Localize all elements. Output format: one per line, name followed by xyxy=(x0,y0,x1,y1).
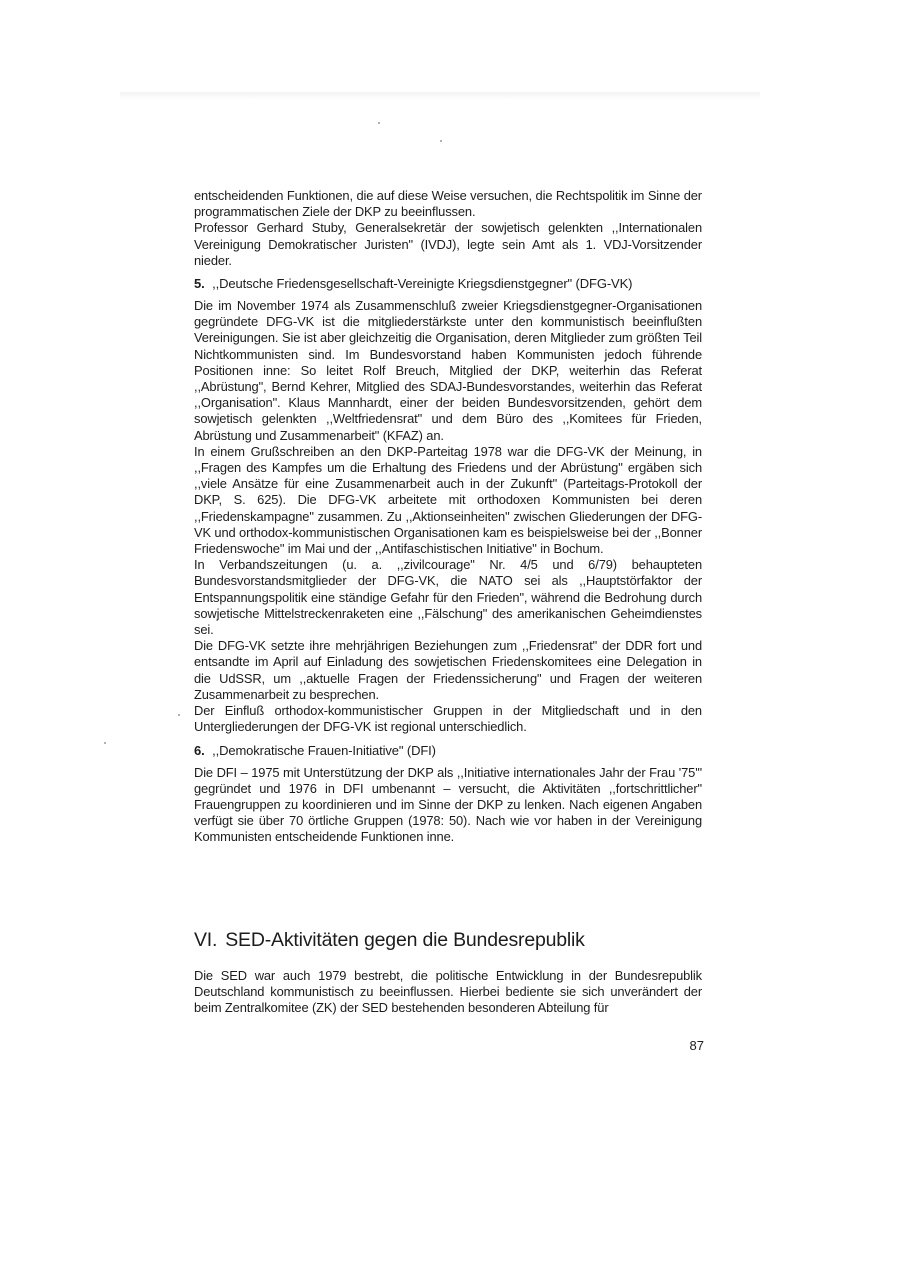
section-6-title: ,,Demokratische Frauen-Initiative" (DFI) xyxy=(212,742,436,758)
scan-speck xyxy=(104,742,106,744)
section-5-number: 5. xyxy=(194,276,205,292)
chapter-title: SED-Aktivitäten gegen die Bundesrepublik xyxy=(225,929,585,951)
section-5-paragraph: In einem Grußschreiben an den DKP-Parteitag 1978 war die DFG-VK der Meinung, in ,,Fragen des Kampfes um die Erhaltung des Friedens und der Abrüstung" ergäben sich ,,viele Ansätze für eine Zusammenarbeit auch in der Zukunft" (Parteitags-Protokoll der DKP, S. 625). Die DFG-VK arbeitete mit orthodoxen Kommunisten bei deren ,,Friedenskampagne" zusammen. Zu ,,Aktionseinheiten" zwischen Gliederungen der DFG-VK und orthodox-kommunistischen Organisationen kam es beispielsweise bei der ,,Bonner Friedenswoche" im Mai und der ,,Antifaschistischen Initiative" in Bochum. xyxy=(194,443,702,557)
intro-paragraph-2: Professor Gerhard Stuby, Generalsekretär der sowjetisch gelenkten ,,Internationalen Vereinigung Demokratischer Juristen" (IVDJ), legte sein Amt als 1. VDJ-Vorsitzender nieder. xyxy=(194,220,702,268)
chapter-paragraph: Die SED war auch 1979 bestrebt, die politische Entwicklung in der Bundesrepublik Deutschland kommunistisch zu beeinflussen. Hierbei bediente sie sich unverändert der beim Zentralkomitee (ZK) der SED bestehenden besonderen Abteilung für xyxy=(194,968,702,1016)
section-5-paragraph: Die im November 1974 als Zusammenschluß zweier Kriegsdienstgegner-Organisationen gegründete DFG-VK ist die mitgliederstärkste unter den kommunistisch beeinflußten Vereinigungen. Sie ist aber gleichzeitig die Organisation, deren Mitglieder zum größten Teil Nichtkommunisten sind. Im Bundesvorstand haben Kommunisten jedoch führende Positionen inne: So leitet Rolf Breuch, Mitglied der DKP, weiterhin das Referat ,,Abrüstung", Bernd Kehrer, Mitglied des SDAJ-Bundesvorstandes, weiterhin das Referat ,,Organisation". Klaus Mannhardt, einer der beiden Bundesvorsitzenden, gehört dem sowjetisch gelenkten ,,Weltfriedensrat" und dem Büro des ,,Komitees für Frieden, Abrüstung und Zusammenarbeit" (KFAZ) an. xyxy=(194,298,702,443)
section-5-heading xyxy=(194,275,702,292)
section-6-heading xyxy=(194,742,702,759)
scan-shadow xyxy=(120,92,760,100)
section-5-paragraph: Die DFG-VK setzte ihre mehrjährigen Beziehungen zum ,,Friedensrat" der DDR fort und entsandte im April auf Einladung des sowjetischen Friedenskomitees eine Delegation in die UdSSR, um ,,aktuelle Fragen der Friedenssicherung" und Fragen der weiteren Zusammenarbeit zu besprechen. xyxy=(194,638,702,702)
chapter-heading xyxy=(194,928,714,952)
section-5-paragraph: Der Einfluß orthodox-kommunistischer Gruppen in der Mitgliedschaft und in den Untergliederungen der DFG-VK ist regional unterschiedlich. xyxy=(194,703,702,735)
scan-speck xyxy=(178,714,180,716)
section-5-paragraph: In Verbandszeitungen (u. a. ,,zivilcourage" Nr. 4/5 und 6/79) behaupteten Bundesvorstandsmitglieder der DFG-VK, die NATO sei als ,,Hauptstörfaktor der Entspannungspolitik eine ständige Gefahr für den Frieden", während die Bedrohung durch sowjetische Mittelstreckenraketen eine ,,Fälschung" des amerikanischen Geheimdienstes sei. xyxy=(194,557,702,638)
section-6-number: 6. xyxy=(194,742,205,758)
document-body xyxy=(194,188,702,846)
scan-speck xyxy=(440,140,442,142)
intro-paragraph-1: entscheidenden Funktionen, die auf diese Weise versuchen, die Rechtspolitik im Sinne der programmatischen Ziele der DKP zu beeinflussen. xyxy=(194,188,702,220)
chapter-number: VI. xyxy=(194,929,218,951)
scan-speck xyxy=(378,122,380,124)
section-5-title: ,,Deutsche Friedensgesellschaft-Vereinigte Kriegsdienstgegner" (DFG-VK) xyxy=(212,276,633,292)
section-6-paragraph: Die DFI – 1975 mit Unterstützung der DKP als ,,Initiative internationales Jahr der Frau '75'" gegründet und 1976 in DFI umbenannt – versucht, die Aktivitäten ,,fortschrittlicher" Frauengruppen zu koordinieren und im Sinne der DKP zu lenken. Nach eigenen Angaben verfügt sie über 70 örtliche Gruppen (1978: 50). Nach wie vor haben in der Vereinigung Kommunisten entscheidende Funktionen inne. xyxy=(194,764,702,845)
page-number: 87 xyxy=(689,1038,704,1053)
